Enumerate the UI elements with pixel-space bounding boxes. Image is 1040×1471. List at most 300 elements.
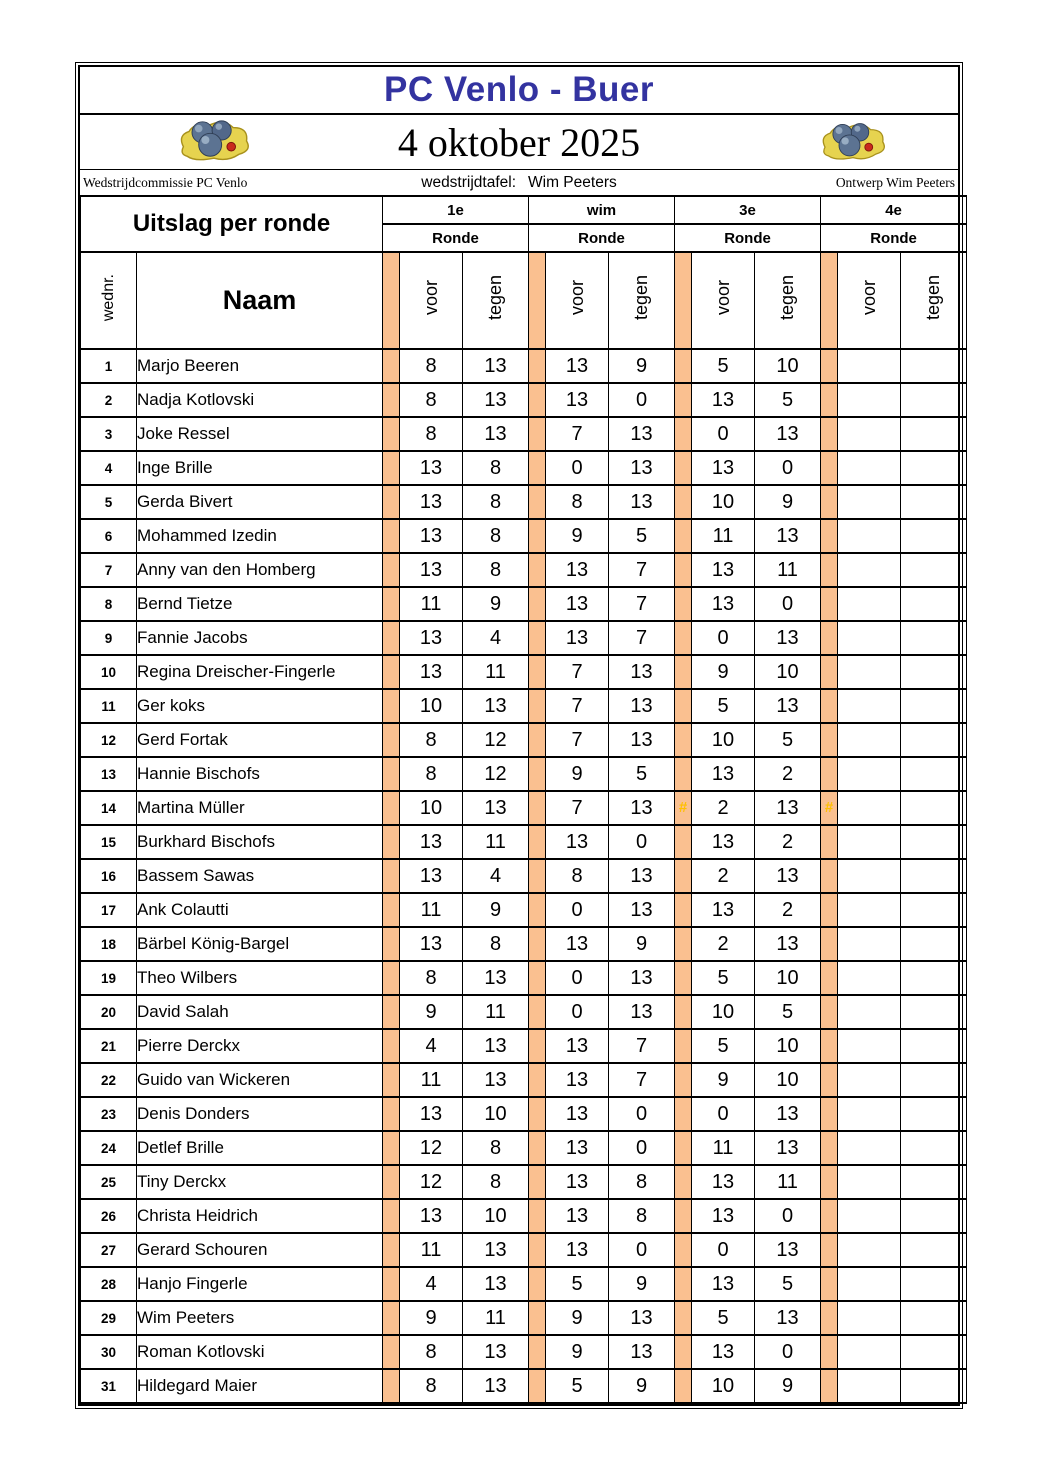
voor-score-cell: 8 — [400, 1369, 463, 1403]
tegen-score-cell: 8 — [463, 553, 529, 587]
tegen-score-cell: 10 — [463, 1199, 529, 1233]
voor-score-cell: 13 — [400, 451, 463, 485]
voor-score-cell: 13 — [692, 553, 755, 587]
spacer-cell — [675, 519, 692, 553]
spacer-cell — [383, 1369, 400, 1403]
spacer-cell — [383, 927, 400, 961]
spacer-cell — [675, 1199, 692, 1233]
tegen-score-cell — [901, 485, 967, 519]
spacer-cell — [675, 1131, 692, 1165]
spacer-cell — [383, 485, 400, 519]
voor-score-cell — [838, 995, 901, 1029]
voor-score-cell: 10 — [692, 485, 755, 519]
spacer-cell — [821, 1233, 838, 1267]
spacer-cell — [529, 1165, 546, 1199]
tegen-score-cell: 8 — [463, 1165, 529, 1199]
spacer-cell — [529, 655, 546, 689]
tegen-score-cell: 13 — [609, 451, 675, 485]
tegen-score-cell: 10 — [755, 1029, 821, 1063]
spacer-cell — [383, 825, 400, 859]
voor-score-cell: 8 — [546, 485, 609, 519]
voor-score-cell: 9 — [692, 655, 755, 689]
tegen-score-cell: 10 — [755, 349, 821, 383]
spacer-cell — [675, 451, 692, 485]
tegen-score-cell: 4 — [463, 621, 529, 655]
tegen-score-cell: 13 — [755, 791, 821, 825]
tegen-score-cell: 7 — [609, 553, 675, 587]
spacer-cell — [675, 927, 692, 961]
tegen-score-cell: 9 — [755, 485, 821, 519]
spacer-cell — [383, 791, 400, 825]
tegen-score-cell — [901, 621, 967, 655]
tegen-score-cell: 0 — [609, 1097, 675, 1131]
voor-score-cell: 13 — [692, 451, 755, 485]
voor-score-cell: 13 — [692, 1267, 755, 1301]
voor-score-cell — [838, 1233, 901, 1267]
table-row — [81, 451, 967, 485]
tegen-score-cell: 13 — [755, 519, 821, 553]
tegen-score-cell: 13 — [609, 417, 675, 451]
tegen-score-cell: 13 — [609, 723, 675, 757]
voor-score-cell: 0 — [546, 995, 609, 1029]
wednr-cell: 25 — [81, 1165, 137, 1199]
player-name-cell: Roman Kotlovski — [137, 1335, 383, 1369]
spacer-cell — [821, 587, 838, 621]
wednr-cell: 24 — [81, 1131, 137, 1165]
spacer-cell — [383, 995, 400, 1029]
spacer-cell — [675, 553, 692, 587]
spacer-cell — [383, 349, 400, 383]
voor-score-cell — [838, 927, 901, 961]
voor-header: voor — [546, 252, 609, 349]
voor-score-cell: 4 — [400, 1267, 463, 1301]
voor-score-cell — [838, 1097, 901, 1131]
voor-score-cell: 13 — [546, 1199, 609, 1233]
player-name-cell: Detlef Brille — [137, 1131, 383, 1165]
spacer-cell — [529, 252, 546, 349]
tegen-score-cell — [901, 1233, 967, 1267]
voor-score-cell: 13 — [546, 349, 609, 383]
player-name-cell: Joke Ressel — [137, 417, 383, 451]
voor-score-cell — [838, 723, 901, 757]
wednr-cell: 23 — [81, 1097, 137, 1131]
player-name-cell: Tiny Derckx — [137, 1165, 383, 1199]
tegen-score-cell — [901, 1335, 967, 1369]
voor-score-cell — [838, 417, 901, 451]
spacer-cell — [529, 383, 546, 417]
player-name-cell: Burkhard Bischofs — [137, 825, 383, 859]
player-name-cell: Christa Heidrich — [137, 1199, 383, 1233]
voor-score-cell: 10 — [692, 995, 755, 1029]
voor-score-cell: 13 — [692, 383, 755, 417]
voor-score-cell: 12 — [400, 1165, 463, 1199]
spacer-cell — [821, 383, 838, 417]
page-title: PC Venlo - Buer — [80, 67, 958, 115]
spacer-cell — [821, 961, 838, 995]
voor-score-cell — [838, 893, 901, 927]
tegen-score-cell: 13 — [609, 1301, 675, 1335]
voor-score-cell: 13 — [546, 587, 609, 621]
wednr-cell: 6 — [81, 519, 137, 553]
voor-score-cell: 8 — [400, 757, 463, 791]
voor-score-cell: 7 — [546, 655, 609, 689]
voor-score-cell — [838, 621, 901, 655]
round-number-row — [81, 196, 967, 224]
tegen-score-cell: 7 — [609, 621, 675, 655]
tegen-score-cell — [901, 1063, 967, 1097]
spacer-cell — [675, 1267, 692, 1301]
tegen-score-cell — [901, 383, 967, 417]
tegen-score-cell: 10 — [755, 655, 821, 689]
tegen-score-cell: 2 — [755, 893, 821, 927]
player-name-cell: Theo Wilbers — [137, 961, 383, 995]
tegen-score-cell — [901, 961, 967, 995]
spacer-cell — [383, 757, 400, 791]
spacer-cell — [529, 1369, 546, 1403]
tegen-score-cell — [901, 893, 967, 927]
player-name-cell: David Salah — [137, 995, 383, 1029]
table-row — [81, 1301, 967, 1335]
player-name-cell: Fannie Jacobs — [137, 621, 383, 655]
voor-score-cell: 8 — [400, 383, 463, 417]
spacer-cell — [675, 587, 692, 621]
voor-score-cell — [838, 825, 901, 859]
spacer-cell — [383, 1335, 400, 1369]
spacer-cell — [529, 587, 546, 621]
spacer-cell — [529, 553, 546, 587]
tegen-score-cell: 0 — [755, 587, 821, 621]
spacer-cell — [675, 485, 692, 519]
player-name-cell: Ank Colautti — [137, 893, 383, 927]
tegen-score-cell: 12 — [463, 757, 529, 791]
tegen-score-cell: 11 — [463, 1301, 529, 1335]
wednr-cell: 31 — [81, 1369, 137, 1403]
round-label-header: Ronde — [529, 224, 675, 252]
voor-score-cell: 9 — [400, 995, 463, 1029]
spacer-cell — [675, 893, 692, 927]
voor-score-cell: 13 — [546, 927, 609, 961]
match-table-value: Wim Peeters — [528, 173, 617, 191]
voor-score-cell: 10 — [692, 1369, 755, 1403]
tegen-header: tegen — [901, 252, 967, 349]
voor-score-cell: 12 — [400, 1131, 463, 1165]
player-name-cell: Hannie Bischofs — [137, 757, 383, 791]
table-row — [81, 893, 967, 927]
tegen-score-cell — [901, 723, 967, 757]
table-row — [81, 723, 967, 757]
spacer-cell — [821, 1369, 838, 1403]
player-name-cell: Ger koks — [137, 689, 383, 723]
table-row — [81, 519, 967, 553]
voor-score-cell: 9 — [692, 1063, 755, 1097]
wednr-cell: 29 — [81, 1301, 137, 1335]
tegen-score-cell: 13 — [755, 859, 821, 893]
section-title: Uitslag per ronde — [81, 196, 383, 252]
voor-score-cell: 2 — [692, 859, 755, 893]
voor-score-cell: 0 — [692, 1233, 755, 1267]
voor-score-cell — [838, 791, 901, 825]
player-name-cell: Nadja Kotlovski — [137, 383, 383, 417]
voor-score-cell: 0 — [546, 961, 609, 995]
tegen-score-cell: 5 — [755, 383, 821, 417]
tegen-score-cell — [901, 553, 967, 587]
tegen-score-cell: 13 — [463, 349, 529, 383]
spacer-cell — [529, 825, 546, 859]
voor-score-cell: 13 — [400, 519, 463, 553]
voor-score-cell: 13 — [400, 553, 463, 587]
spacer-cell — [529, 1063, 546, 1097]
table-row — [81, 349, 967, 383]
spacer-cell — [675, 417, 692, 451]
voor-score-cell: 8 — [546, 859, 609, 893]
spacer-cell — [383, 1063, 400, 1097]
tegen-score-cell — [901, 757, 967, 791]
spacer-cell — [821, 1199, 838, 1233]
voor-score-cell: 11 — [400, 1063, 463, 1097]
spacer-cell — [675, 1301, 692, 1335]
tegen-score-cell — [901, 825, 967, 859]
wednr-cell: 17 — [81, 893, 137, 927]
voor-score-cell: 13 — [546, 1097, 609, 1131]
spacer-cell — [821, 1097, 838, 1131]
voor-score-cell: 13 — [546, 825, 609, 859]
voor-score-cell: 5 — [546, 1369, 609, 1403]
table-row — [81, 1029, 967, 1063]
tegen-score-cell: 10 — [755, 1063, 821, 1097]
voor-score-cell: 13 — [692, 825, 755, 859]
voor-score-cell — [838, 451, 901, 485]
voor-score-cell — [838, 383, 901, 417]
player-name-cell: Inge Brille — [137, 451, 383, 485]
voor-score-cell: 0 — [692, 621, 755, 655]
voor-score-cell: 8 — [400, 961, 463, 995]
voor-score-cell: 0 — [692, 417, 755, 451]
table-row — [81, 1267, 967, 1301]
tegen-score-cell: 5 — [609, 757, 675, 791]
voor-score-cell: 13 — [400, 1199, 463, 1233]
wednr-cell: 22 — [81, 1063, 137, 1097]
tegen-score-cell: 10 — [463, 1097, 529, 1131]
tegen-score-cell: 13 — [755, 927, 821, 961]
wednr-cell: 3 — [81, 417, 137, 451]
tegen-score-cell: 13 — [463, 1335, 529, 1369]
spacer-cell — [821, 655, 838, 689]
player-name-cell: Hanjo Fingerle — [137, 1267, 383, 1301]
tegen-score-cell: 13 — [609, 1335, 675, 1369]
spacer-cell — [821, 621, 838, 655]
spacer-cell — [529, 689, 546, 723]
wednr-cell: 1 — [81, 349, 137, 383]
wednr-cell: 28 — [81, 1267, 137, 1301]
spacer-cell — [821, 1335, 838, 1369]
spacer-cell — [821, 995, 838, 1029]
wednr-cell: 14 — [81, 791, 137, 825]
tegen-score-cell: 13 — [463, 383, 529, 417]
spacer-cell — [821, 417, 838, 451]
tegen-score-cell: 9 — [755, 1369, 821, 1403]
tegen-header: tegen — [755, 252, 821, 349]
wednr-cell: 13 — [81, 757, 137, 791]
tegen-score-cell: 8 — [463, 485, 529, 519]
tegen-score-cell: 5 — [755, 1267, 821, 1301]
tegen-score-cell: 13 — [609, 893, 675, 927]
voor-score-cell — [838, 519, 901, 553]
spacer-mark: # — [678, 799, 688, 816]
spacer-cell — [821, 1301, 838, 1335]
voor-score-cell: 7 — [546, 791, 609, 825]
tegen-score-cell: 13 — [463, 1267, 529, 1301]
tegen-score-cell: 11 — [463, 655, 529, 689]
tegen-score-cell: 8 — [463, 451, 529, 485]
voor-score-cell: 2 — [692, 791, 755, 825]
tegen-score-cell: 13 — [755, 621, 821, 655]
event-date: 4 oktober 2025 — [397, 119, 641, 165]
tegen-score-cell — [901, 1301, 967, 1335]
player-name-cell: Mohammed Izedin — [137, 519, 383, 553]
tegen-header: tegen — [609, 252, 675, 349]
round-label-header: Ronde — [675, 224, 821, 252]
tegen-header: tegen — [463, 252, 529, 349]
voor-score-cell: 5 — [692, 1029, 755, 1063]
player-name-cell: Gerd Fortak — [137, 723, 383, 757]
spacer-cell — [529, 1233, 546, 1267]
voor-score-cell: 13 — [546, 1063, 609, 1097]
wednr-cell: 20 — [81, 995, 137, 1029]
spacer-cell — [383, 417, 400, 451]
spacer-cell — [383, 1097, 400, 1131]
spacer-cell — [529, 927, 546, 961]
table-row — [81, 1063, 967, 1097]
wednr-cell: 11 — [81, 689, 137, 723]
committee-credit: Wedstrijdcommissie PC Venlo — [83, 174, 248, 190]
tegen-score-cell: 13 — [755, 417, 821, 451]
column-header-row — [81, 252, 967, 349]
voor-score-cell: 9 — [546, 519, 609, 553]
tegen-score-cell: 10 — [755, 961, 821, 995]
voor-score-cell — [838, 1335, 901, 1369]
voor-score-cell: 5 — [692, 961, 755, 995]
spacer-cell — [675, 252, 692, 349]
voor-header: voor — [692, 252, 755, 349]
tegen-score-cell: 13 — [463, 1063, 529, 1097]
tegen-score-cell — [901, 859, 967, 893]
table-row — [81, 1165, 967, 1199]
voor-score-cell: 9 — [546, 757, 609, 791]
spacer-cell — [821, 349, 838, 383]
tegen-score-cell — [901, 519, 967, 553]
voor-score-cell — [838, 689, 901, 723]
spacer-cell — [821, 689, 838, 723]
spacer-cell — [675, 961, 692, 995]
table-row — [81, 383, 967, 417]
tegen-score-cell — [901, 927, 967, 961]
wednr-cell: 26 — [81, 1199, 137, 1233]
table-row — [81, 553, 967, 587]
tegen-score-cell: 9 — [463, 587, 529, 621]
voor-score-cell — [838, 1029, 901, 1063]
player-name-cell: Gerard Schouren — [137, 1233, 383, 1267]
spacer-cell — [821, 1029, 838, 1063]
tegen-score-cell: 8 — [463, 1131, 529, 1165]
spacer-cell — [675, 621, 692, 655]
spacer-cell — [383, 1029, 400, 1063]
tegen-score-cell: 13 — [609, 689, 675, 723]
naam-header: Naam — [137, 252, 383, 349]
spacer-cell — [529, 995, 546, 1029]
spacer-cell — [529, 757, 546, 791]
wednr-cell: 12 — [81, 723, 137, 757]
tegen-score-cell: 5 — [755, 723, 821, 757]
voor-score-cell — [838, 1301, 901, 1335]
voor-score-cell: 13 — [400, 927, 463, 961]
tegen-score-cell: 13 — [755, 689, 821, 723]
spacer-cell — [675, 349, 692, 383]
voor-score-cell: 13 — [400, 1097, 463, 1131]
voor-score-cell: 5 — [546, 1267, 609, 1301]
voor-score-cell: 5 — [692, 349, 755, 383]
results-thead — [81, 196, 967, 349]
table-row — [81, 859, 967, 893]
table-row — [81, 927, 967, 961]
sheet-frame — [75, 62, 963, 1409]
spacer-cell — [821, 723, 838, 757]
tegen-score-cell: 0 — [755, 1335, 821, 1369]
spacer-cell — [821, 485, 838, 519]
tegen-score-cell: 13 — [609, 995, 675, 1029]
tegen-score-cell: 13 — [463, 1029, 529, 1063]
spacer-cell — [529, 791, 546, 825]
tegen-score-cell: 11 — [463, 825, 529, 859]
spacer-cell — [821, 1131, 838, 1165]
voor-score-cell: 11 — [692, 1131, 755, 1165]
tegen-score-cell: 13 — [755, 1131, 821, 1165]
wednr-cell: 9 — [81, 621, 137, 655]
player-name-cell: Gerda Bivert — [137, 485, 383, 519]
tegen-score-cell — [901, 587, 967, 621]
spacer-cell — [383, 961, 400, 995]
voor-score-cell: 13 — [400, 621, 463, 655]
voor-score-cell: 4 — [400, 1029, 463, 1063]
spacer-cell — [821, 1063, 838, 1097]
voor-score-cell: 13 — [692, 587, 755, 621]
tegen-score-cell: 0 — [609, 383, 675, 417]
table-row — [81, 417, 967, 451]
wednr-cell: 8 — [81, 587, 137, 621]
voor-score-cell: 9 — [546, 1335, 609, 1369]
spacer-cell — [529, 961, 546, 995]
spacer-cell — [675, 1029, 692, 1063]
voor-score-cell: 9 — [400, 1301, 463, 1335]
spacer-cell — [383, 252, 400, 349]
tegen-score-cell: 0 — [609, 1131, 675, 1165]
spacer-cell — [675, 689, 692, 723]
wednr-cell: 18 — [81, 927, 137, 961]
spacer-cell — [383, 519, 400, 553]
tegen-score-cell: 12 — [463, 723, 529, 757]
tegen-score-cell: 13 — [463, 791, 529, 825]
voor-score-cell: 9 — [546, 1301, 609, 1335]
player-name-cell: Regina Dreischer-Fingerle — [137, 655, 383, 689]
voor-score-cell: 11 — [692, 519, 755, 553]
table-row — [81, 757, 967, 791]
tegen-score-cell: 5 — [609, 519, 675, 553]
tegen-score-cell — [901, 451, 967, 485]
spacer-cell — [821, 252, 838, 349]
tegen-score-cell: 0 — [755, 451, 821, 485]
table-row — [81, 1335, 967, 1369]
tegen-score-cell: 13 — [609, 655, 675, 689]
match-table-label: wedstrijdtafel: — [421, 173, 517, 191]
